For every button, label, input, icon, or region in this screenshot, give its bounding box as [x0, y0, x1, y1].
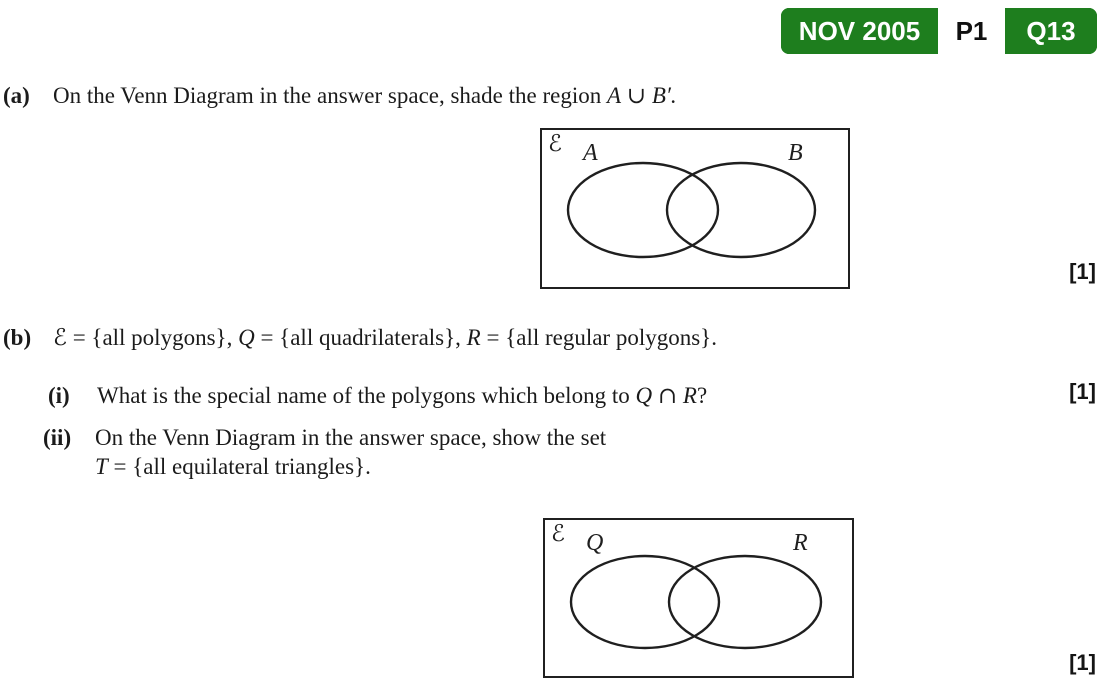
set-r-label: R [793, 530, 808, 556]
part-b-i-var-q: Q [635, 383, 653, 408]
part-b-i-sentence: What is the special name of the polygons which belong to [97, 383, 630, 408]
part-b-i-var-r: R [682, 383, 697, 408]
part-a-line [3, 82, 677, 110]
part-a-set-a: A [606, 83, 622, 108]
part-a-set-b-complement: B′. [651, 83, 677, 108]
part-a-label: (a) [3, 83, 30, 108]
venn-answer-space-qr [543, 518, 854, 678]
part-b-eq1: = {all polygons}, [72, 325, 233, 350]
union-symbol: ∪ [626, 83, 647, 109]
set-q-label: Q [586, 530, 604, 556]
part-b-ii-var-t: T [95, 454, 108, 479]
part-b-line [3, 324, 717, 352]
marks-part-b-ii: [1] [1069, 650, 1096, 675]
intersection-symbol: ∩ [657, 383, 678, 409]
set-a-label: A [583, 140, 598, 166]
marks-part-a: [1] [1069, 259, 1096, 284]
venn-answer-space-ab [540, 128, 850, 289]
part-b-i-label: (i) [48, 383, 70, 408]
part-b-statement [53, 324, 717, 352]
badge-question: Q13 [1005, 8, 1097, 54]
part-b-eq2: = {all quadrilaterals}, [260, 325, 461, 350]
part-b-i-qmark: ? [696, 383, 708, 408]
marks-part-b-i: [1] [1069, 379, 1096, 404]
part-b-ii-line1: On the Venn Diagram in the answer space, show the set [95, 425, 607, 450]
part-b-var-r: R [466, 325, 481, 350]
set-b-label: B [788, 140, 803, 166]
set-b-ellipse [667, 163, 815, 257]
part-b-label: (b) [3, 325, 32, 350]
part-b-eq3: = {all regular polygons}. [486, 325, 717, 350]
question-ref-badge [781, 8, 1097, 54]
part-b-i-line [48, 382, 707, 410]
universal-set-symbol: ℰ [548, 131, 562, 157]
set-q-ellipse [571, 556, 719, 648]
part-b-var-q: Q [238, 325, 255, 350]
part-a-sentence: On the Venn Diagram in the answer space, shade the region [53, 83, 602, 108]
part-b-universal-symbol: ℰ [53, 325, 67, 351]
part-a-text [53, 82, 677, 110]
badge-paper: P1 [938, 8, 1005, 54]
part-b-i-text [97, 382, 707, 410]
part-b-ii-text [95, 423, 606, 481]
part-b-ii-label: (ii) [43, 425, 72, 450]
badge-session: NOV 2005 [781, 8, 938, 54]
part-b-ii-line2 [95, 452, 606, 481]
set-a-ellipse [568, 163, 718, 257]
universal-set-symbol: ℰ [551, 521, 565, 547]
part-b-ii-block [43, 423, 606, 481]
set-r-ellipse [669, 556, 821, 648]
part-b-ii-set-def: = {all equilateral triangles}. [113, 454, 371, 479]
